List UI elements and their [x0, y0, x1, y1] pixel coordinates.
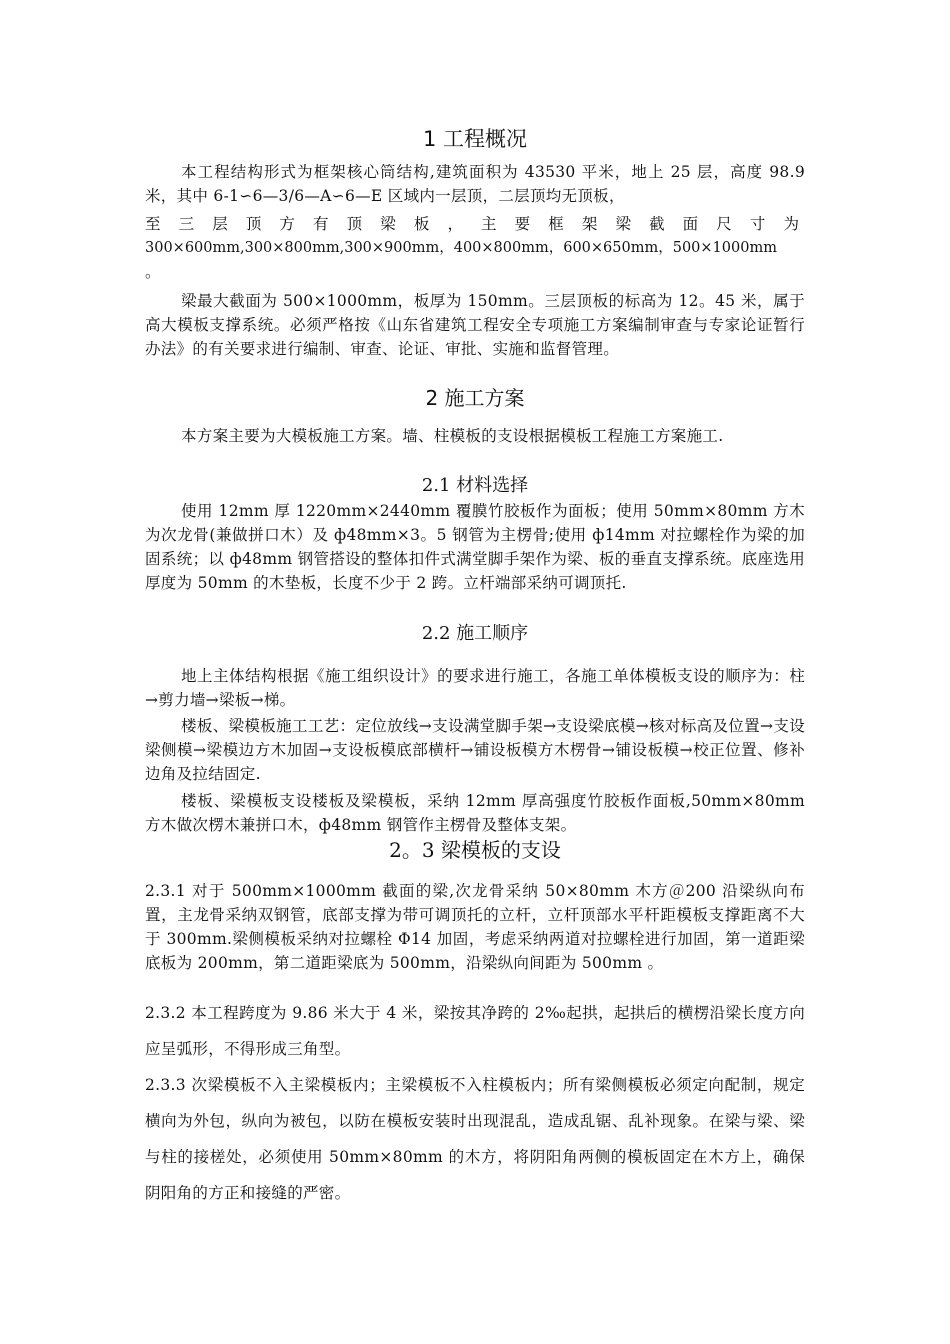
section-2-1-paragraph: 使用 12mm 厚 1220mm×2440mm 覆膜竹胶板作为面板；使用 50mm×80mm 方木为次龙骨(兼做拼口木）及 ф48mm×3。5 钢管为主楞骨;使用 ф14mm 对拉螺栓作为梁的加固系统；以 ф48mm 钢管搭设的整体扣件式满堂脚手架作为梁、板的垂直支撑系统。底座选用厚度为 50mm 的木垫板，长度不少于 2 跨。立杆端部采纳可调顶托.: [145, 502, 805, 592]
section-1-paragraph-1d: 。: [145, 263, 161, 281]
section-2-3-3-paragraph: 2.3.3 次梁模板不入主梁模板内；主梁模板不入柱模板内；所有梁侧模板必须定向配制，规定横向为外包，纵向为被包，以防在模板安装时出现混乱，造成乱锯、乱补现象。在梁与梁、梁与柱的接槎处，必须使用 50mm×80mm 的木方，将阴阳角两侧的模板固定在木方上，确保阴阳角的方正和接缝的严密。: [145, 1076, 805, 1202]
section-1-paragraph-1a: 本工程结构形式为框架核心筒结构,建筑面积为 43530 平米，地上 25 层，高度 98.9 米，其中 6-1∽6—3/6—A∽6—E 区域内一层顶，二层顶均无顶板，: [145, 163, 805, 205]
section-1-title: 1 工程概况: [422, 127, 528, 151]
section-2-title: 2 施工方案: [425, 386, 525, 410]
section-2-3-2-paragraph: 2.3.2 本工程跨度为 9.86 米大于 4 米，梁按其净跨的 2‰起拱，起拱后的横楞沿梁长度方向应呈弧形，不得形成三角型。: [145, 1004, 805, 1058]
section-2-3-1-paragraph: 2.3.1 对于 500mm×1000mm 截面的梁,次龙骨采纳 50×80mm 木方＠200 沿梁纵向布置，主龙骨采纳双钢管，底部支撑为带可调顶托的立杆，立杆顶部水平杆距模板支撑距离不大于 300mm.梁侧模板采纳对拉螺栓 Φ14 加固，考虑采纳两道对拉螺栓进行加固，第一道距梁底板为 200mm，第二道距梁底为 500mm，沿梁纵向间距为 500mm 。: [145, 882, 805, 972]
section-2-1-title: 2.1 材料选择: [421, 475, 529, 496]
section-2-3-title: 2。3 梁模板的支设: [389, 838, 561, 862]
section-2-2-paragraph-3: 楼板、梁模板支设楼板及梁模板，采纳 12mm 厚高强度竹胶板作面板,50mm×80mm 方木做次楞木兼拼口木，ф48mm 钢管作主楞骨及整体支架。: [145, 792, 805, 834]
section-2-paragraph-1: 本方案主要为大模板施工方案。墙、柱模板的支设根据模板工程施工方案施工.: [181, 427, 724, 445]
section-2-2-paragraph-1: 地上主体结构根据《施工组织设计》的要求进行施工，各施工单体模板支设的顺序为：柱→剪力墙→梁板→梯。: [145, 667, 805, 709]
section-1-paragraph-1b: 至三层顶方有顶梁板，主要框架梁截面尺寸为: [145, 215, 805, 233]
section-2-2-paragraph-2: 楼板、梁模板施工工艺：定位放线→支设满堂脚手架→支设梁底模→核对标高及位置→支设梁侧模→梁模边方木加固→支设板模底部横杆→铺设板模方木楞骨→铺设板模→校正位置、修补边角及拉结固定.: [145, 717, 805, 783]
section-1-paragraph-1c: 300×600mm,300×800mm,300×900mm，400×800mm，600×650mm，500×1000mm: [145, 240, 777, 256]
section-1-paragraph-2: 梁最大截面为 500×1000mm，板厚为 150mm。三层顶板的标高为 12。45 米，属于高大模板支撑系统。必须严格按《山东省建筑工程安全专项施工方案编制审查与专家论证暂行办法》的有关要求进行编制、审查、论证、审批、实施和监督管理。: [145, 292, 805, 358]
section-2-2-title: 2.2 施工顺序: [421, 623, 529, 644]
